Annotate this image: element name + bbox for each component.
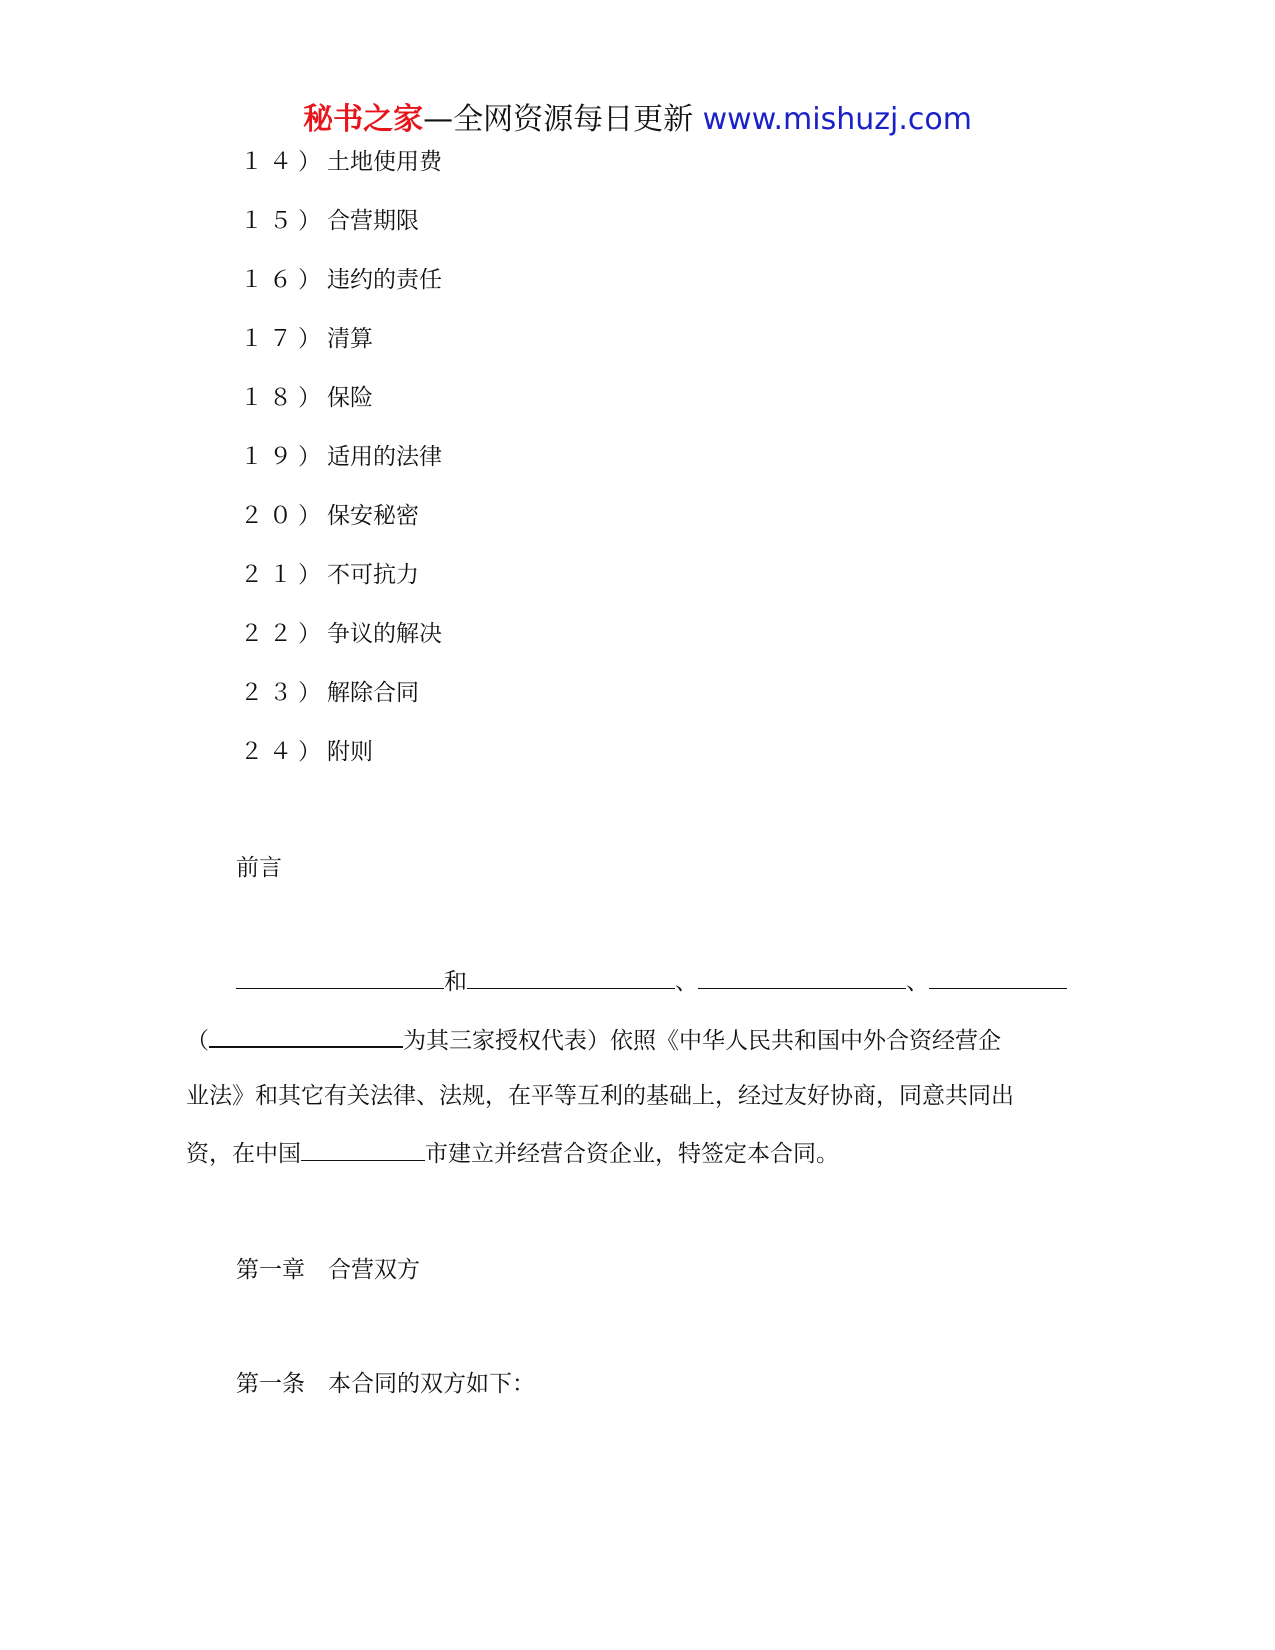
blank-field[interactable] (209, 1022, 403, 1048)
toc-item (240, 319, 442, 378)
header-brand: 秘书之家 (303, 102, 424, 137)
toc-number: ２０） (240, 503, 327, 529)
header-url[interactable]: www.mishuzj.com (702, 102, 972, 137)
toc-number: １５） (240, 208, 327, 234)
blank-field[interactable] (929, 964, 1067, 989)
toc-number: １８） (240, 385, 327, 411)
toc-label: 违约的责任 (327, 267, 442, 293)
toc-label: 解除合同 (327, 680, 419, 706)
toc-label: 保险 (327, 385, 373, 411)
toc-number: ２１） (240, 562, 327, 588)
blank-field[interactable] (698, 964, 906, 989)
preface-line-1 (236, 964, 1067, 1000)
blank-field[interactable] (467, 964, 675, 989)
toc-number: ２３） (240, 680, 327, 706)
blank-field[interactable] (236, 964, 444, 989)
preface-text: 为其三家授权代表）依照《中华人民共和国中外合资经营企 (403, 1028, 1001, 1054)
separator-text: 、 (675, 969, 698, 995)
toc-label: 清算 (327, 326, 373, 352)
toc-label: 不可抗力 (327, 562, 419, 588)
toc-number: １４） (240, 149, 327, 175)
preface-text: 资，在中国 (186, 1141, 301, 1167)
toc-item (240, 555, 442, 614)
table-of-contents (240, 142, 442, 791)
toc-number: ２２） (240, 621, 327, 647)
toc-item (240, 437, 442, 496)
toc-label: 争议的解决 (327, 621, 442, 647)
separator-text: 、 (906, 969, 929, 995)
toc-label: 适用的法律 (327, 444, 442, 470)
conjunction-text: 和 (444, 969, 467, 995)
preface-line-4 (186, 1136, 839, 1172)
chapter-heading: 第一章 合营双方 (236, 1257, 420, 1283)
preface-heading: 前言 (236, 855, 282, 881)
preface-line-3: 业法》和其它有关法律、法规，在平等互利的基础上，经过友好协商，同意共同出 (186, 1083, 1014, 1109)
toc-item (240, 496, 442, 555)
toc-item (240, 201, 442, 260)
toc-item (240, 673, 442, 732)
toc-number: １９） (240, 444, 327, 470)
preface-text: 市建立并经营合资企业，特签定本合同。 (425, 1141, 839, 1167)
toc-label: 合营期限 (327, 208, 419, 234)
toc-label: 土地使用费 (327, 149, 442, 175)
preface-line-2 (186, 1022, 1001, 1059)
header-tagline: —全网资源每日更新 (423, 102, 703, 137)
toc-label: 附则 (327, 739, 373, 765)
toc-item (240, 378, 442, 437)
toc-number: １６） (240, 267, 327, 293)
toc-number: ２４） (240, 739, 327, 765)
toc-item (240, 260, 442, 319)
toc-item (240, 142, 442, 201)
toc-item (240, 614, 442, 673)
toc-number: １７） (240, 326, 327, 352)
blank-field[interactable] (301, 1136, 425, 1161)
article-heading: 第一条 本合同的双方如下： (236, 1371, 535, 1397)
toc-label: 保安秘密 (327, 503, 419, 529)
open-paren: （ (186, 1028, 209, 1054)
site-header (0, 100, 1275, 140)
toc-item (240, 732, 442, 791)
